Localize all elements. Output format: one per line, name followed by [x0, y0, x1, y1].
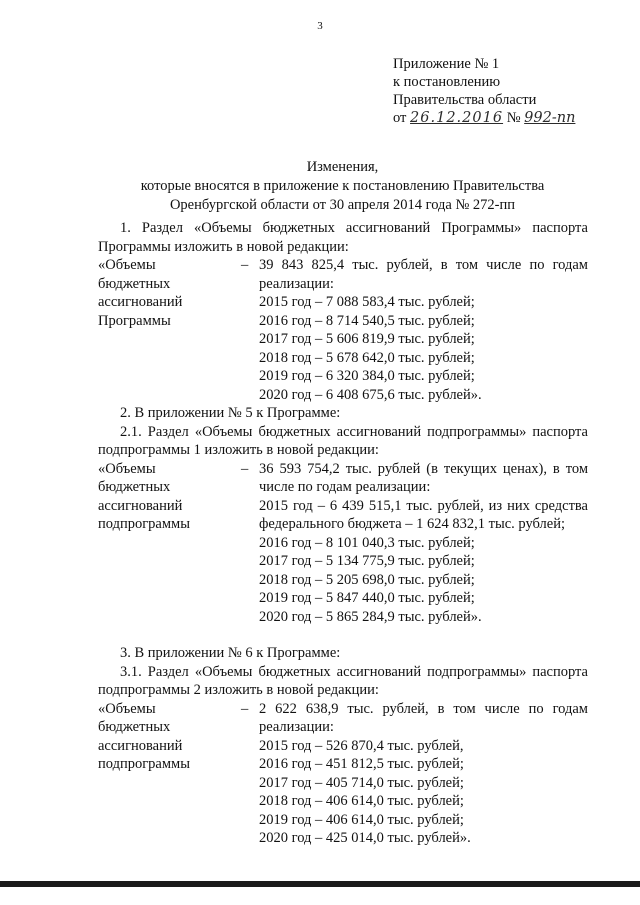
appendix-line-1: Приложение № 1: [393, 56, 500, 72]
value-line: 2019 год – 5 847 440,0 тыс. рублей;: [259, 590, 475, 606]
label-line: подпрограммы: [98, 756, 190, 772]
label-line: «Объемы: [98, 460, 156, 477]
section2-table: [98, 460, 588, 627]
value-line: 2018 год – 406 614,0 тыс. рублей;: [259, 793, 464, 809]
label-line: бюджетных: [98, 719, 171, 735]
value-line: 2 622 638,9 тыс. рублей, в том числе по годам реализации:: [259, 700, 588, 735]
number-prefix: №: [506, 110, 521, 126]
section2-label: [98, 460, 241, 627]
value-line: 2017 год – 5 606 819,9 тыс. рублей;: [259, 331, 475, 347]
section1-label: [98, 256, 241, 404]
value-line: 2020 год – 425 014,0 тыс. рублей».: [259, 830, 471, 846]
section1-table: [98, 256, 588, 404]
value-line: 2016 год – 8 101 040,3 тыс. рублей;: [259, 534, 475, 551]
value-line: 2017 год – 5 134 775,9 тыс. рублей;: [259, 553, 475, 569]
dash: –: [241, 700, 249, 717]
label-line: «Объемы: [98, 257, 156, 273]
section3-table: [98, 700, 588, 848]
value-line: 2020 год – 5 865 284,9 тыс. рублей».: [259, 608, 482, 625]
section2-values: [259, 460, 588, 627]
value-line: 2018 год – 5 678 642,0 тыс. рублей;: [259, 349, 475, 366]
spacer: [98, 626, 588, 644]
value-line: 2020 год – 6 408 675,6 тыс. рублей».: [259, 386, 482, 403]
appendix-block: [393, 55, 575, 127]
label-line: Программы: [98, 312, 171, 329]
appendix-date-line: [393, 109, 575, 127]
label-line: бюджетных: [98, 275, 171, 292]
handwritten-number: 992-пп: [524, 110, 576, 126]
value-line: 2016 год – 451 812,5 тыс. рублей;: [259, 756, 464, 772]
label-line: ассигнований: [98, 737, 183, 754]
handwritten-date: 26.12.2016: [410, 110, 504, 126]
value-line: 2019 год – 406 614,0 тыс. рублей;: [259, 811, 464, 828]
label-line: ассигнований: [98, 294, 183, 310]
document-heading: [0, 158, 640, 215]
value-line: 39 843 825,4 тыс. рублей, в том числе по годам реализации:: [259, 257, 588, 292]
document-body: [98, 219, 588, 848]
value-line: 2017 год – 405 714,0 тыс. рублей;: [259, 774, 464, 791]
section2-intro: 2. В приложении № 5 к Программе:: [120, 405, 341, 421]
value-line: 2015 год – 6 439 515,1 тыс. рублей, из них средства федерального бюджета – 1 624 832,1 тыс. рублей;: [259, 497, 588, 532]
appendix-line-2: к постановлению: [393, 74, 501, 90]
value-line: 2015 год – 7 088 583,4 тыс. рублей;: [259, 294, 475, 310]
section1-intro: 1. Раздел «Объемы бюджетных ассигнований Программы» паспорта Программы изложить в новой редакции:: [98, 220, 588, 255]
page-number: 3: [317, 20, 323, 32]
label-line: «Объемы: [98, 700, 156, 717]
heading-subtitle-1: которые вносятся в приложение к постановлению Правительства: [140, 178, 545, 194]
value-line: 36 593 754,2 тыс. рублей (в текущих ценах), в том числе по годам реализации:: [259, 460, 588, 495]
dash: –: [241, 257, 249, 273]
section3-label: [98, 700, 241, 848]
section1-values: [259, 256, 588, 404]
heading-title: Изменения,: [306, 159, 379, 175]
value-line: 2019 год – 6 320 384,0 тыс. рублей;: [259, 368, 475, 384]
section3-values: [259, 700, 588, 848]
label-line: ассигнований: [98, 497, 183, 514]
appendix-line-3: Правительства области: [393, 92, 537, 108]
section3-intro: 3. В приложении № 6 к Программе:: [120, 645, 341, 661]
value-line: 2015 год – 526 870,4 тыс. рублей,: [259, 737, 464, 754]
value-line: 2016 год – 8 714 540,5 тыс. рублей;: [259, 312, 475, 329]
dash: –: [241, 460, 249, 477]
label-line: подпрограммы: [98, 516, 190, 532]
heading-subtitle-2: Оренбургской области от 30 апреля 2014 года № 272-пп: [169, 197, 516, 213]
value-line: 2018 год – 5 205 698,0 тыс. рублей;: [259, 571, 475, 588]
label-line: бюджетных: [98, 479, 171, 495]
section2-sub: 2.1. Раздел «Объемы бюджетных ассигнований подпрограммы» паспорта подпрограммы 1 изложить в новой редакции:: [98, 423, 588, 458]
section3-sub: 3.1. Раздел «Объемы бюджетных ассигнований подпрограммы» паспорта подпрограммы 2 изложить в новой редакции:: [98, 663, 588, 698]
scan-edge-bar: [0, 881, 640, 887]
date-prefix: от: [393, 110, 407, 126]
